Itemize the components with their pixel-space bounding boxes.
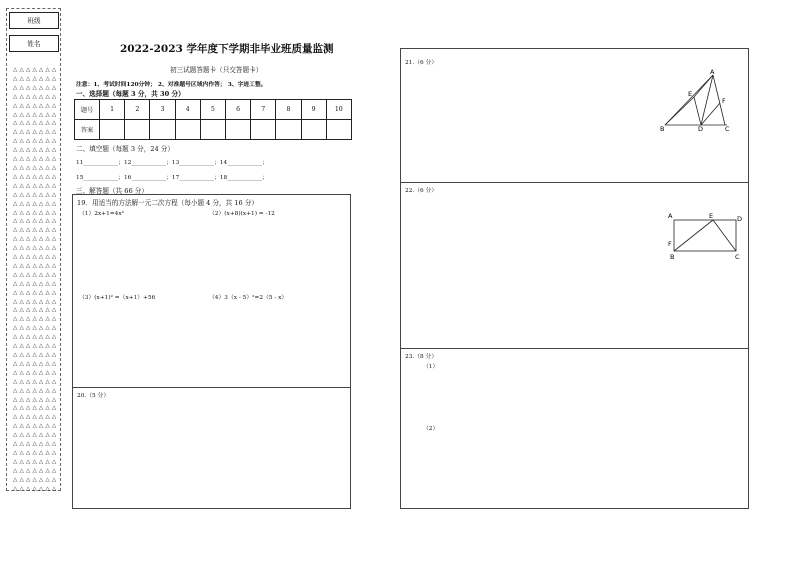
- answer-area-q21[interactable]: [400, 48, 749, 183]
- q22-point-label: A: [668, 212, 673, 220]
- section2-heading: 二、填空题（每题 3 分，24 分）: [76, 145, 174, 153]
- seal-line-marks: △ △ △ △ △ △ △ △ △ △ △ △ △ △ △ △ △ △ △ △ △ △ △ △ △ △ △ △ △ △ △ △ △ △ △ △ △ △ △ △ △ △ △ △ △ △ △ △ △ △ △ △ △ △ △ △ △ △ △ △ △ △ △ △ △ △ △ △ △ △ △ △ △ △ △ △ △ △ △ △ △ △ △ △ △ △ △ △ △ △ △ △ △ △ △ △ △ △ △ △ △ △ △ △ △ △ △ △ △ △ △ △ △ △ △ △ △ △ △ △ △ △ △ △ △ △ △ △ △ △ △ △ △ △ △ △ △ △ △ △ △ △ △ △ △ △ △ △ △ △ △ △ △ △ △ △ △ △ △ △ △ △ △ △ △ △ △ △ △ △ △ △ △ △ △ △ △ △ △ △ △ △ △ △ △ △ △ △ △ △ △ △ △ △ △ △ △ △ △ △ △ △ △ △ △ △ △ △ △ △ △ △ △ △ △ △ △ △ △ △ △ △ △ △ △ △ △ △ △ △ △ △ △ △ △ △ △ △ △ △ △ △ △ △ △ △ △ △ △ △ △ △ △ △ △ △ △ △ △ △ △ △ △ △ △ △ △ △ △ △ △ △ △ △ △ △ △ △ △ △ △ △ △ △ △ △ △ △ △ △ △ △ △ △ △ △ △ △ △ △ △ △ △ △ △ △ △ △ △ △ △ △ △ △ △ △ △ △ △ △ △ △ △ △ △ △ △ △ △ △ △ △ △ △ △ △: [13, 67, 57, 492]
- answer-cell[interactable]: [326, 120, 351, 140]
- question-no-cell: 4: [175, 100, 200, 120]
- question-no-cell: 3: [150, 100, 175, 120]
- q23-part2: （2）: [423, 426, 439, 432]
- question-no-cell: 8: [276, 100, 301, 120]
- q21-point-label: B: [660, 125, 665, 133]
- question-no-cell: 7: [251, 100, 276, 120]
- question-no-cell: 10: [326, 100, 351, 120]
- q19-part3: （3）(x+1)² =（x+1）+56: [79, 295, 156, 301]
- answer-cell[interactable]: [301, 120, 326, 140]
- fill-blank-line[interactable]: 11____________；12____________；13____________；14____________；: [76, 160, 268, 166]
- answer-label: 答案: [75, 120, 100, 140]
- page-title: 2022-2023 学年度下学期非毕业班质量监测: [120, 43, 334, 55]
- answer-cell[interactable]: [175, 120, 200, 140]
- class-field[interactable]: [9, 12, 59, 29]
- question-no-cell: 5: [200, 100, 225, 120]
- question-no-cell: 6: [225, 100, 250, 120]
- q22-point-label: E: [709, 212, 714, 220]
- choice-answer-table: [74, 99, 352, 140]
- question-no-cell: 2: [125, 100, 150, 120]
- section3-heading: 三、解答题（共 66 分）: [76, 187, 148, 195]
- q21-title: 21.（6 分）: [405, 60, 438, 66]
- q21-point-label: C: [725, 125, 730, 133]
- answer-cell[interactable]: [100, 120, 125, 140]
- answer-cell[interactable]: [251, 120, 276, 140]
- name-label: 姓名: [27, 40, 41, 48]
- q22-point-label: F: [668, 240, 672, 248]
- section1-heading: 一、选择题（每题 3 分，共 30 分）: [76, 90, 185, 98]
- q19-part4: （4）3（x - 5）²=2（5 - x）: [209, 295, 288, 301]
- page-subtitle: 初三试题答题卡（只交答题卡）: [170, 66, 263, 74]
- q22-point-label: B: [670, 253, 675, 261]
- q21-point-label: D: [698, 125, 704, 133]
- q19-title: 19．用适当的方法解一元二次方程（每小题 4 分，共 16 分）: [77, 199, 259, 207]
- q19-part1: （1）2x+1=4x²: [79, 211, 124, 217]
- q21-point-label: A: [710, 68, 715, 76]
- question-no-label: 题号: [75, 100, 100, 120]
- notice: 注意：1、考试时间120分钟； 2、对准题号区域内作答； 3、字迹工整。: [76, 82, 267, 88]
- name-field[interactable]: [9, 35, 59, 52]
- table-row: [75, 120, 352, 140]
- table-row: [75, 100, 352, 120]
- q19-part2: （2）(x+8)(x+1) = -12: [209, 211, 275, 217]
- q21-point-label: F: [722, 97, 726, 105]
- answer-area-q23[interactable]: [400, 348, 749, 509]
- q22-point-label: D: [737, 215, 743, 223]
- q21-point-label: E: [688, 90, 693, 98]
- fill-blank-line[interactable]: 15____________；16____________；17____________；18____________；: [76, 175, 268, 181]
- answer-area-q19[interactable]: [72, 194, 351, 388]
- answer-area-q22[interactable]: [400, 182, 749, 349]
- question-no-cell: 9: [301, 100, 326, 120]
- q22-point-label: C: [735, 253, 740, 261]
- q21-triangle-figure: [659, 67, 735, 133]
- answer-cell[interactable]: [125, 120, 150, 140]
- q22-rectangle-figure: [665, 210, 745, 262]
- q20-title: 20.（5 分）: [77, 393, 110, 399]
- answer-area-q20[interactable]: [72, 387, 351, 509]
- answer-cell[interactable]: [150, 120, 175, 140]
- answer-cell[interactable]: [200, 120, 225, 140]
- q23-title: 23.（8 分）: [405, 354, 438, 360]
- answer-cell[interactable]: [276, 120, 301, 140]
- q22-title: 22.（6 分）: [405, 188, 438, 194]
- binding-strip: [6, 8, 61, 491]
- answer-cell[interactable]: [225, 120, 250, 140]
- class-label: 班级: [27, 17, 41, 25]
- q23-part1: （1）: [423, 364, 439, 370]
- question-no-cell: 1: [100, 100, 125, 120]
